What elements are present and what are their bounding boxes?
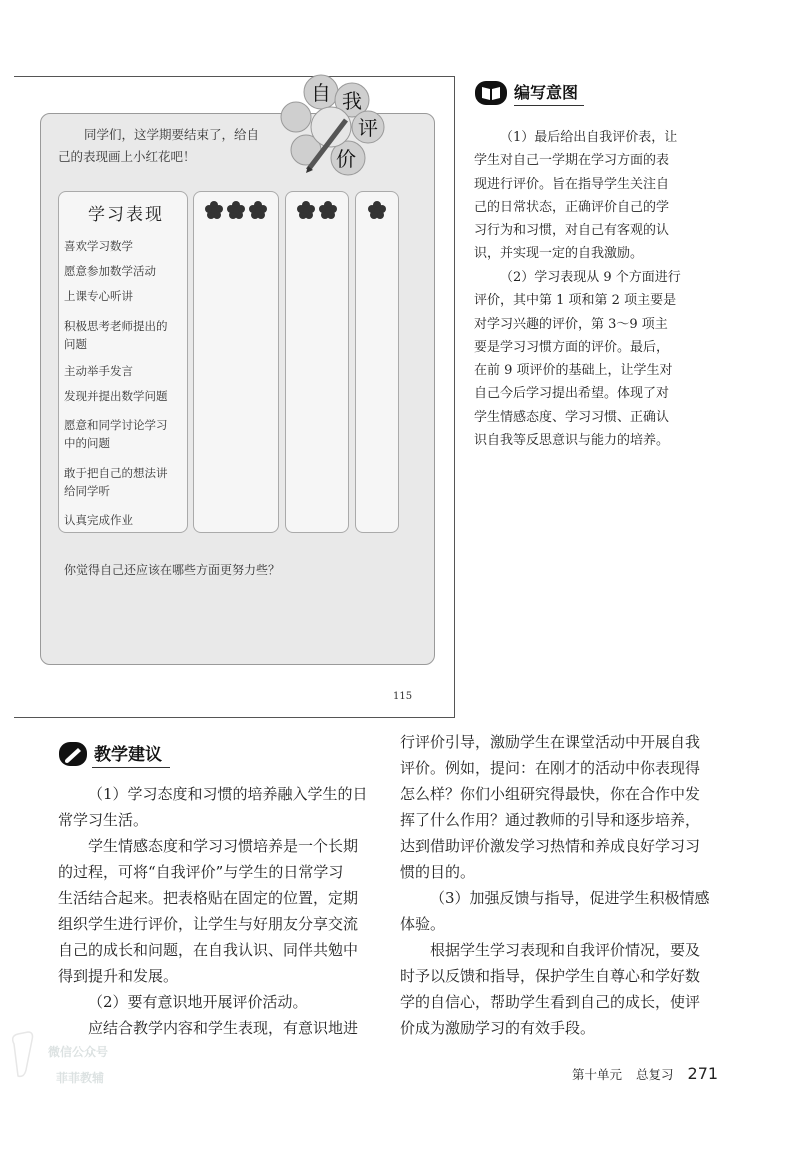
teaching-tips-title: 教学建议: [92, 740, 170, 768]
performance-item: 愿意参加数学活动: [64, 264, 156, 278]
teaching-tips-header: [58, 740, 170, 768]
design-intent-paragraph-1: （1）最后给出自我评价表，让 学生对自己一学期在学习方面的表 现进行评价。旨在指导学生关注自 己的日常状态，正确评价自己的学 习行为和习惯，对自己有客观的认 识，并实现一定的自我激励。: [474, 130, 678, 262]
red-flower-icon: [249, 201, 267, 219]
watermark-line-2: 菲菲教辅: [56, 1071, 105, 1085]
rating-column-one-flower: [355, 191, 399, 533]
design-intent-header: [474, 80, 584, 106]
performance-header: 学习表现: [88, 205, 164, 225]
rating-column-two-flowers: [285, 191, 349, 533]
red-flower-icon: [368, 201, 386, 219]
watermark-line-1: 微信公众号: [48, 1045, 109, 1059]
performance-item: 喜欢学习数学: [64, 239, 133, 253]
chalk-icon: [58, 740, 88, 768]
red-flower-icon: [297, 201, 315, 219]
flower-group: [286, 201, 348, 219]
design-intent-paragraph-2: （2）学习表现从 9 个方面进行 评价，其中第 1 项和第 2 项主要是 对学习兴趣的评价，第 3～9 项主 要是学习习惯方面的评价。最后， 在前 9 项评价的基础上，让学生对 自己今后学习提出希望。体现了对 学生情感态度、学习习惯、正确认 识自我等反思意识与能力的培养。: [474, 270, 681, 449]
title-char-1: 自: [311, 81, 331, 105]
flower-group: [356, 201, 398, 219]
performance-item: 上课专心听讲: [64, 289, 133, 303]
footer-section: 总复习: [636, 1067, 674, 1082]
intro-line-2: 己的表现画上小红花吧！: [58, 149, 196, 164]
footer-unit: 第十单元: [572, 1067, 623, 1082]
red-flower-icon: [227, 201, 245, 219]
performance-item: 积极思考老师提出的 问题: [64, 319, 168, 351]
performance-item: 认真完成作业: [64, 513, 133, 527]
title-char-4: 价: [336, 147, 356, 171]
reflection-question: 你觉得自己还应该在哪些方面更努力些？: [64, 563, 281, 577]
performance-item: 发现并提出数学问题: [64, 389, 168, 403]
student-page-number: 115: [393, 691, 413, 702]
performance-item: 主动举手发言: [64, 364, 133, 378]
teaching-tips-right-column: 行评价引导，激励学生在课堂活动中开展自我 评价。例如，提问：在刚才的活动中你表现得 怎么样？你们小组研究得最快，你在合作中发 挥了什么作用？通过教师的引导和逐步培养， 达到借助评价激发学习热情和养成良好学习习 惯的目的。 （3）加强反馈与指导，促进学生积极情感 体验。 根据学生学习表现和自我评价情况，要及 时予以反馈和指导，保护学生自尊心和学好数 学的自信心，帮助学生看到自己的成长，使评 价成为激励学习的有效手段。: [400, 733, 710, 1037]
rating-column-three-flowers: [193, 191, 279, 533]
intro-text: [58, 124, 288, 168]
title-char-2: 我: [342, 89, 362, 113]
flower-group: [194, 201, 278, 219]
hand-icon: [13, 1032, 33, 1076]
intro-line-1: 同学们，这学期要结束了，给自: [84, 127, 260, 142]
watermark: [8, 1030, 158, 1096]
footer-page-number: 271: [687, 1064, 719, 1083]
teaching-tips-left-column: （1）学习态度和习惯的培养融入学生的日 常学习生活。 学生情感态度和学习习惯培养是一个长期 的过程，可将“自我评价”与学生的日常学习 生活结合起来。把表格贴在固定的位置，定期 组织学生进行评价，让学生与好朋友分享交流 自己的成长和问题，在自我认识、同伴共勉中 得到提升和发展。 （2）要有意识地开展评价活动。 应结合教学内容和学生表现，有意识地进: [58, 785, 368, 1037]
self-evaluation-title-badge: [276, 72, 386, 182]
performance-item: 愿意和同学讨论学习 中的问题: [64, 418, 168, 450]
page-footer: [572, 1064, 718, 1083]
red-flower-icon: [205, 201, 223, 219]
design-intent-title: 编写意图: [514, 80, 584, 106]
red-flower-icon: [319, 201, 337, 219]
performance-item: 敢于把自己的想法讲 给同学听: [64, 466, 168, 498]
book-icon: [474, 80, 508, 106]
title-char-3: 评: [358, 116, 378, 140]
